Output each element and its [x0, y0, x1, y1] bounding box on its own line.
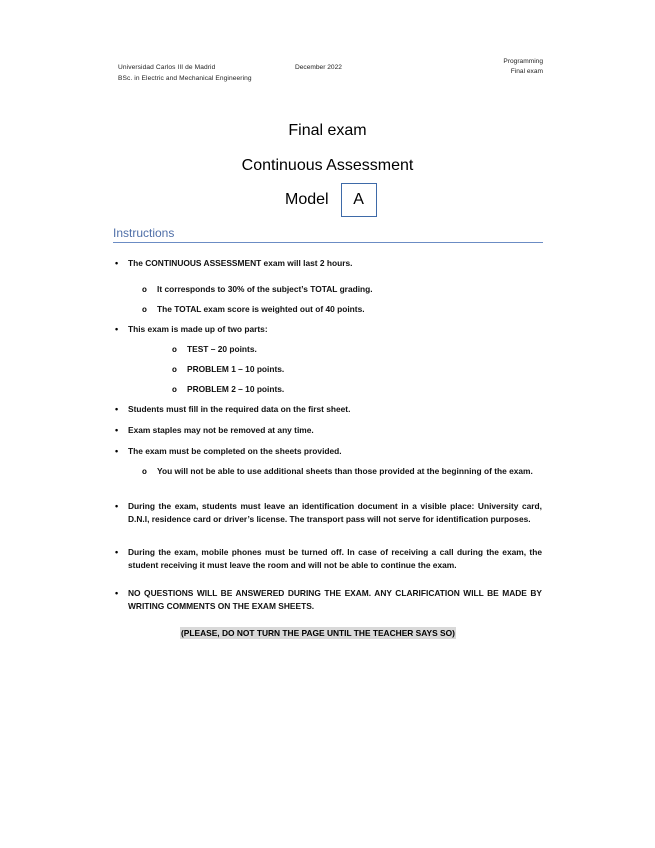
- bullet-icon: •: [115, 501, 119, 511]
- instruction-subitem: You will not be able to use additional sheets than those provided at the beginning of the exam.: [157, 466, 533, 476]
- subject-name: Programming: [503, 58, 543, 65]
- circle-bullet-icon: o: [142, 467, 147, 476]
- circle-bullet-icon: o: [172, 365, 177, 374]
- university-name: Universidad Carlos III de Madrid: [118, 64, 216, 71]
- exam-type: Final exam: [510, 68, 543, 75]
- sub-title: Continuous Assessment: [241, 157, 414, 174]
- instruction-item: During the exam, students must leave an identification document in a visible place: University card, D.N.I, residence card or driver’s license. The transport pass will not serve for identification purposes.: [128, 501, 542, 524]
- bullet-icon: •: [115, 588, 119, 598]
- instruction-item: This exam is made up of two parts:: [128, 324, 268, 334]
- bullet-icon: •: [115, 446, 119, 456]
- bullet-icon: •: [115, 404, 119, 414]
- bullet-icon: •: [115, 324, 119, 334]
- model-box: A: [341, 183, 377, 217]
- instruction-subitem: It corresponds to 30% of the subject’s TOTAL grading.: [157, 284, 373, 294]
- circle-bullet-icon: o: [142, 305, 147, 314]
- header-right: [503, 57, 543, 77]
- model-row: [285, 182, 377, 218]
- instruction-subitem: TEST – 20 points.: [187, 344, 257, 354]
- instruction-subitem: The TOTAL exam score is weighted out of 40 points.: [157, 304, 365, 314]
- circle-bullet-icon: o: [172, 345, 177, 354]
- instruction-item: Students must fill in the required data on the first sheet.: [128, 404, 351, 414]
- header-date: December 2022: [295, 64, 342, 71]
- instruction-item: The CONTINUOUS ASSESSMENT exam will last 2 hours.: [128, 258, 353, 268]
- main-title: Final exam: [288, 122, 367, 139]
- circle-bullet-icon: o: [142, 285, 147, 294]
- bullet-icon: •: [115, 547, 119, 557]
- instruction-item: Exam staples may not be removed at any time.: [128, 425, 314, 435]
- do-not-turn-note: (PLEASE, DO NOT TURN THE PAGE UNTIL THE TEACHER SAYS SO): [181, 628, 455, 638]
- instruction-subitem: PROBLEM 1 – 10 points.: [187, 364, 285, 374]
- instruction-item: NO QUESTIONS WILL BE ANSWERED DURING THE EXAM. ANY CLARIFICATION WILL BE MADE BY WRITING COMMENTS ON THE EXAM SHEETS.: [128, 588, 542, 611]
- header-left: [118, 62, 252, 84]
- instruction-item: The exam must be completed on the sheets provided.: [128, 446, 342, 456]
- bullet-icon: •: [115, 258, 119, 268]
- instruction-subitem: PROBLEM 2 – 10 points.: [187, 384, 285, 394]
- instructions-heading: Instructions: [113, 226, 543, 243]
- degree-name: BSc. in Electric and Mechanical Engineering: [118, 75, 252, 82]
- circle-bullet-icon: o: [172, 385, 177, 394]
- model-label: Model: [285, 191, 329, 208]
- bullet-icon: •: [115, 425, 119, 435]
- instruction-item: During the exam, mobile phones must be turned off. In case of receiving a call during the exam, the student receiving it must leave the room and will not be able to continue the exam.: [128, 547, 542, 570]
